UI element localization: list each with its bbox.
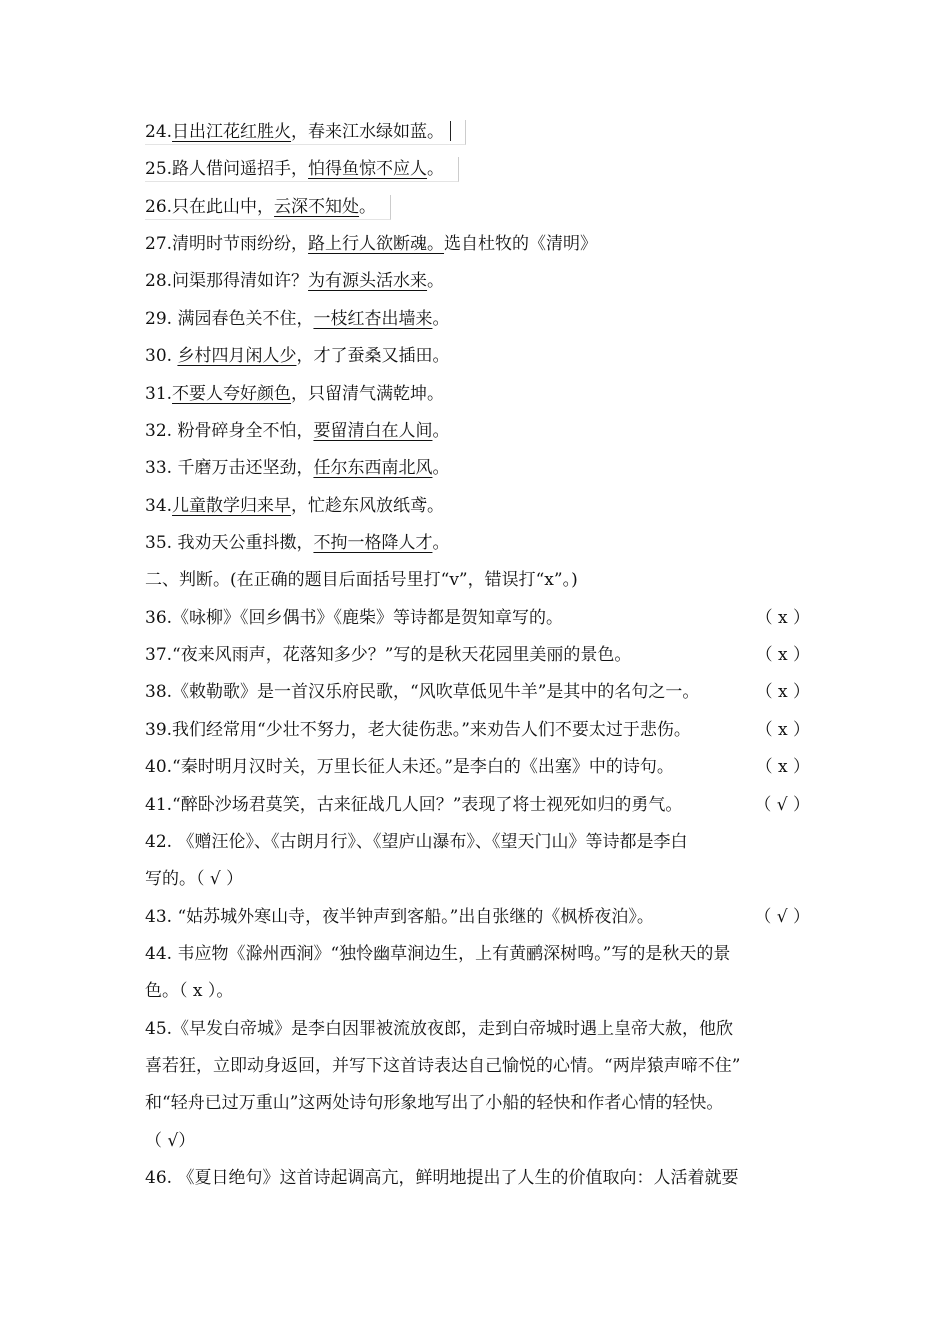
answer-underline: 为有源头活水来 [308,271,428,291]
text-cursor [450,121,451,141]
judge-item-43: 43. “姑苏城外寒山寺，夜半钟声到客船。”出自张继的《枫桥夜泊》。 [145,907,654,927]
judge-mark-36: （ x ） [755,608,810,628]
judge-item-44-line1: 44. 韦应物《滁州西涧》“独怜幽草涧边生，上有黄鹂深树鸣。”写的是秋天的景 [145,944,731,964]
answer-underline: 任尔东西南北风 [313,458,433,478]
answer-underline: 乡村四月闲人少 [177,346,297,366]
fill-item-28: 28.问渠那得清如许？为有源头活水来。 [145,271,445,291]
judge-mark-41: （ √ ） [754,795,810,815]
answer-underline: 日出江花红胜火 [172,122,292,142]
answer-underline: 云深不知处 [274,197,360,217]
fill-item-24: 24.日出江花红胜火，春来江水绿如蓝。 [145,120,466,145]
answer-underline: 怕得鱼惊不应人 [308,159,428,179]
judge-mark-43: （ √ ） [754,907,810,927]
fill-item-34: 34.儿童散学归来早，忙趁东风放纸鸢。 [145,496,445,516]
answer-underline: 路上行人欲断魂。 [308,234,445,254]
judge-item-38: 38.《敕勒歌》是一首汉乐府民歌，“风吹草低见牛羊”是其中的名句之一。 [145,682,700,702]
judge-item-44-line2: 色。（ x ）。 [145,981,234,1001]
judge-item-36: 36.《咏柳》《回乡偶书》《鹿柴》等诗都是贺知章写的。 [145,608,564,628]
fill-item-35: 35. 我劝天公重抖擞，不拘一格降人才。 [145,533,450,553]
judge-mark-37: （ x ） [755,645,810,665]
judge-item-45-line4: （ √） [145,1131,196,1151]
judge-mark-39: （ x ） [755,720,810,740]
judge-item-45-line2: 喜若狂，立即动身返回，并写下这首诗表达自己愉悦的心情。“两岸猿声啼不住” [145,1056,741,1076]
judge-item-37: 37.“夜来风雨声，花落知多少？”写的是秋天花园里美丽的景色。 [145,645,632,665]
fill-item-29: 29. 满园春色关不住，一枝红杏出墙来。 [145,309,450,329]
judge-item-45-line1: 45.《早发白帝城》是李白因罪被流放夜郎，走到白帝城时遇上皇帝大赦，他欣 [145,1019,734,1039]
answer-underline: 不拘一格降人才 [313,533,433,553]
judge-mark-40: （ x ） [755,757,810,777]
answer-underline: 不要人夸好颜色 [172,384,292,404]
judge-mark-38: （ x ） [755,682,810,702]
fill-item-33: 33. 千磨万击还坚劲，任尔东西南北风。 [145,458,450,478]
fill-item-27: 27.清明时节雨纷纷，路上行人欲断魂。选自杜牧的《清明》 [145,234,598,254]
fill-item-30: 30. 乡村四月闲人少，才了蚕桑又插田。 [145,346,450,366]
judge-item-40: 40.“秦时明月汉时关，万里长征人未还。”是李白的《出塞》中的诗句。 [145,757,674,777]
fill-item-32: 32. 粉骨碎身全不怕，要留清白在人间。 [145,421,450,441]
judge-item-46-line1: 46. 《夏日绝句》这首诗起调高亢，鲜明地提出了人生的价值取向：人活着就要 [145,1168,739,1188]
fill-item-26: 26.只在此山中，云深不知处。 [145,195,391,220]
answer-underline: 要留清白在人间 [313,421,433,441]
answer-underline: 一枝红杏出墙来 [313,309,433,329]
section-heading: 二、判断。(在正确的题目后面括号里打“v”，错误打“x”。) [145,570,578,590]
judge-item-41: 41.“醉卧沙场君莫笑，古来征战几人回？”表现了将士视死如归的勇气。 [145,795,683,815]
judge-item-39: 39.我们经常用“少壮不努力，老大徒伤悲。”来劝告人们不要太过于悲伤。 [145,720,691,740]
fill-item-31: 31.不要人夸好颜色，只留清气满乾坤。 [145,384,445,404]
judge-item-42-line2: 写的。（ √ ） [145,869,244,889]
fill-item-25: 25.路人借问遥招手，怕得鱼惊不应人。 [145,157,459,182]
judge-item-45-line3: 和“轻舟已过万重山”这两处诗句形象地写出了小船的轻快和作者心情的轻快。 [145,1093,724,1113]
answer-underline: 儿童散学归来早 [172,496,292,516]
judge-item-42-line1: 42. 《赠汪伦》、《古朗月行》、《望庐山瀑布》、《望天门山》等诗都是李白 [145,832,688,852]
